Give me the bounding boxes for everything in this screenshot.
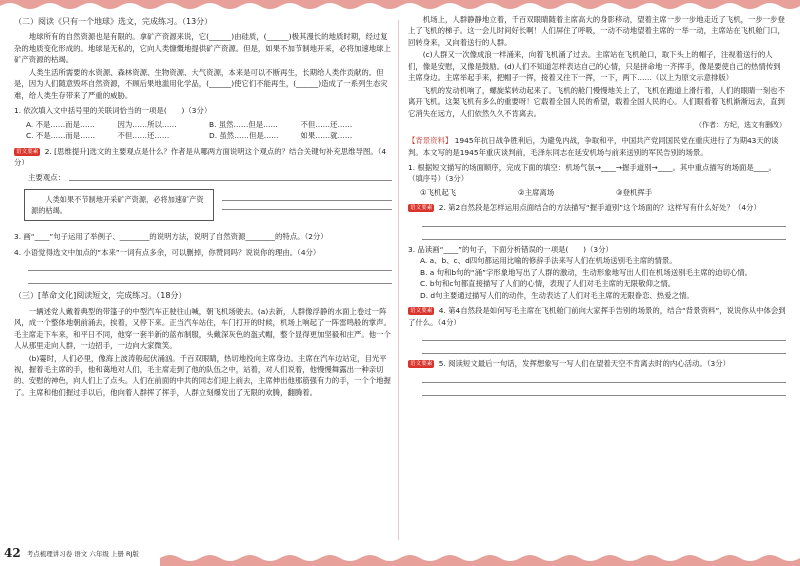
answer-line[interactable]: [422, 330, 786, 341]
answer-line[interactable]: [28, 260, 392, 271]
background-label: 【背景资料】: [408, 136, 453, 146]
option-text[interactable]: A. 不是……而是……: [26, 119, 95, 129]
left-page: [14, 14, 392, 544]
passage-paragraph-2: 人类生活所需要的水资源、森林资源、生物资源、大气资源，本来是可以不断再生，长期给人类作贡献的。但是，因为人们随意毁坏自然资源，不顾后果地滥用化学品，(______)使它们不能再生，(______)造成了一系列生态灾难，给人类生存带来了严重的威胁。: [14, 67, 388, 100]
question-r5-text: 5. 阅读短文最后一句话，发挥想象写一写人们在望着天空不肯离去时的内心活动。（3分）: [438, 359, 731, 369]
background-text: 1945年抗日战争胜利后，为避免内战，争取和平，中国共产党同国民党在重庆进行了为期43天的谈判。本文写的是1945年重庆谈判前，毛泽东同志在延安机场与前来送别的军民告别的场景。: [408, 136, 779, 157]
question-r4: [408, 305, 786, 328]
passage-paragraph-5: 机场上，人群静静地立着，千百双眼睛随着主席高大的身影移动，望着主席一步一步地走近了飞机，一步一步登上了飞机的梯子。这一会儿时间好长啊！人们屏住了呼吸，一动不动地望着主席的一举一动，主席站在飞机舱门口，回转身来，又向着送行的人群。: [408, 15, 785, 47]
question-r4-text: 4. 第4自然段是如何写毛主席在飞机舱门前向大家挥手告别的场景的，结合“背景资料”，说说你从中体会到了什么。（4分）: [408, 306, 786, 327]
top-wave-border: [0, 0, 800, 14]
passage-paragraph-1: 地球所有的自然资源也是有限的。拿矿产资源来说，它(______)由硅质，(______)极其漫长的地质时期，经过复杂的地质变化形成的。地球是无私的，它向人类慷慨地提供矿产资源。但是，如果不加节制地开采，必将加速地球上矿产资源的枯竭。: [14, 32, 391, 65]
option-text: ②主席离场: [518, 187, 555, 197]
answer-line[interactable]: [422, 372, 786, 383]
mindmap-answer-line[interactable]: [222, 200, 392, 201]
option-text: 不但……还……: [300, 119, 353, 129]
option-text[interactable]: D. 虽然……但是……: [209, 131, 279, 141]
answer-line[interactable]: [422, 343, 786, 354]
option-text: 如果……就……: [300, 131, 353, 141]
main-point-answer-line[interactable]: [69, 173, 392, 181]
question-2: [14, 146, 392, 169]
question-1-options: [26, 119, 392, 142]
page-divider: [398, 20, 399, 540]
yuwen-yaosu-badge: 语文要素: [410, 308, 433, 315]
passage-paragraph-3: 一辆述党人戴着典型的带篷子的中型汽车正驶往山喊，朝飞机场驶去。(a)去新，人群像浮静的水面上卷过一阵风，成一个整体地朝前涌去，挨着，又停下来。正当汽车站住，车门打开的时候，机场上响起了一阵雷鸣般的掌声。毛主席走下车来，和平日不同，他穿一套半新的蓝布制服，头戴深灰色的盔式帽，整个显得更加坚毅和庄严。他一个人从那里走向人群，一边招手，一边向大家微笑。: [14, 306, 391, 351]
page-number: 42: [4, 546, 21, 560]
passage-paragraph-4: (b)霎时，人们必里，像海上波涛般起伏涌汹。千百双眼睛，热切地投向主席身边。主席在汽车边站定，目光平视，握着毛主席的手，他和蔼地对人们，毛主席走到了他的队伍之中，站着，对人们说着，他慢慢舞露出一种亲切的、安慰的神色，向人们上了点头。人们在前面的中共的同志们迎上前去，主席伸出他那筋强有力的手，一个个地握了。主席和他们握过手以后，他向着人群挥了挥手，人群立刻爆发出了无限的欢腾，翻腾着。: [14, 353, 391, 397]
question-r5: [408, 358, 786, 369]
answer-line[interactable]: [28, 273, 392, 284]
section-3-title: （三）[革命文化]阅读短文，完成练习。（18分）: [14, 291, 187, 301]
question-1: 1. 依次填入文中括号里的关联词恰当的一项是( )（3分）: [14, 106, 212, 116]
mindmap-box: 人类如果不节制地开采矿产资源，必将加速矿产资源的枯竭。: [24, 189, 214, 221]
mindmap-branch-row: [14, 183, 392, 227]
passage-paragraph-6: (c)人群又一次像成浪一样涌来，向着飞机涌了过去。主席站在飞机舱口，取下头上的帽子，注视着送行的人们，像是安慰，又像是鼓励。(d)人们不知道怎样表达自己的心情，只是拼命地一齐挥手，像是要使自己的热情传到主席身边。主席举起手来，把帽子一挥，接着又往下一挥，一下，两下……（以上为原文示意排版）: [408, 50, 781, 83]
question-r3: 3. 品读画“____”的句子，下面分析错误的一项是( )（3分）: [408, 244, 613, 254]
option-c[interactable]: C. b句和c句都直接描写了人们的心情，表现了人们对毛主席的无限敬仰之情。: [420, 279, 676, 289]
source-note: （作者：方纪，选文有删改）: [695, 121, 786, 130]
right-page: [408, 14, 786, 544]
mindmap-answer-lines: [222, 200, 392, 210]
answer-line[interactable]: [422, 216, 786, 227]
section-2-title: （二）阅读《只有一个地球》选文，完成练习。（13分）: [14, 17, 213, 26]
mindmap-answer-line[interactable]: [222, 209, 392, 210]
yuwen-yaosu-badge: 语文要素: [410, 361, 433, 368]
option-b[interactable]: B. a 句和b句的“涌”字形象地写出了人群的激动，生动形象地写出人们在机场送别毛主席的迫切心情。: [420, 267, 753, 277]
answer-line[interactable]: [422, 385, 786, 396]
option-a[interactable]: A. a、b、c、d四句都运用比喻的修辞手法来写人们在机场送别毛主席的情景。: [420, 256, 677, 266]
background-material: [408, 135, 786, 158]
bottom-wave-border: [0, 546, 800, 566]
yuwen-yaosu-badge: 语文要素: [410, 205, 433, 212]
question-r3-options: [420, 255, 786, 301]
option-text[interactable]: C. 不是……而是……: [26, 131, 95, 141]
question-4: 4. 小语觉得选文中加点的“本来”一词有点多余，可以删掉，你赞同吗？说说你的理由。（4分）: [14, 247, 321, 257]
option-text: ③登机挥手: [616, 187, 653, 197]
question-3: 3. 画“____”句子运用了举例子、________的说明方法，说明了自然资源________的特点。（2分）: [14, 232, 328, 242]
option-text[interactable]: B. 虽然……但是……: [209, 119, 278, 129]
option-d[interactable]: D. d句主要通过描写人们的动作，生动表达了人们对毛主席的无限眷恋、热爱之情。: [420, 290, 694, 300]
answer-line[interactable]: [422, 229, 786, 240]
question-2-text: 2. [思维提升]选文的主要观点是什么？作者是从哪两方面说明这个观点的？结合关键句补充思维导图。（4分）: [14, 146, 387, 168]
option-text: 因为……所以……: [117, 119, 177, 129]
option-text: 不但……还……: [117, 131, 170, 141]
question-r1-options: [420, 187, 786, 198]
question-r2-text: 2. 第2自然段是怎样运用点面结合的方法描写“握手道别”这个场面的？这样写有什么好处？（4分）: [438, 203, 761, 213]
footer-text: 考点梳理讲习卷 语文 六年级 上册 RJ版: [26, 549, 139, 558]
yuwen-yaosu-badge: 语文要素: [16, 148, 39, 155]
main-point-label: 主要观点：: [28, 172, 65, 182]
question-r1: 1. 根据短文描写的场面顺序，完成下面的填空：机场气氛→____→握手道别→____。其中重点描写的场面是____。（填序号）（3分）: [408, 163, 776, 184]
passage-paragraph-7: 飞机的发动机响了，螺旋桨转动起来了。飞机的舱门慢慢地关上了，飞机在跑道上滑行着，人们的眼睛一刻也不离开飞机。这架飞机有多么的重要呀！它载着全国人民的希望，载着全国人民的心。人们眼看着飞机渐渐远去，直到它消失在远方，人们依然久久不肯离去。: [408, 85, 785, 118]
mindmap-main-point-row: [28, 172, 392, 183]
question-r2: [408, 202, 786, 213]
option-text: ①飞机起飞: [420, 187, 457, 197]
